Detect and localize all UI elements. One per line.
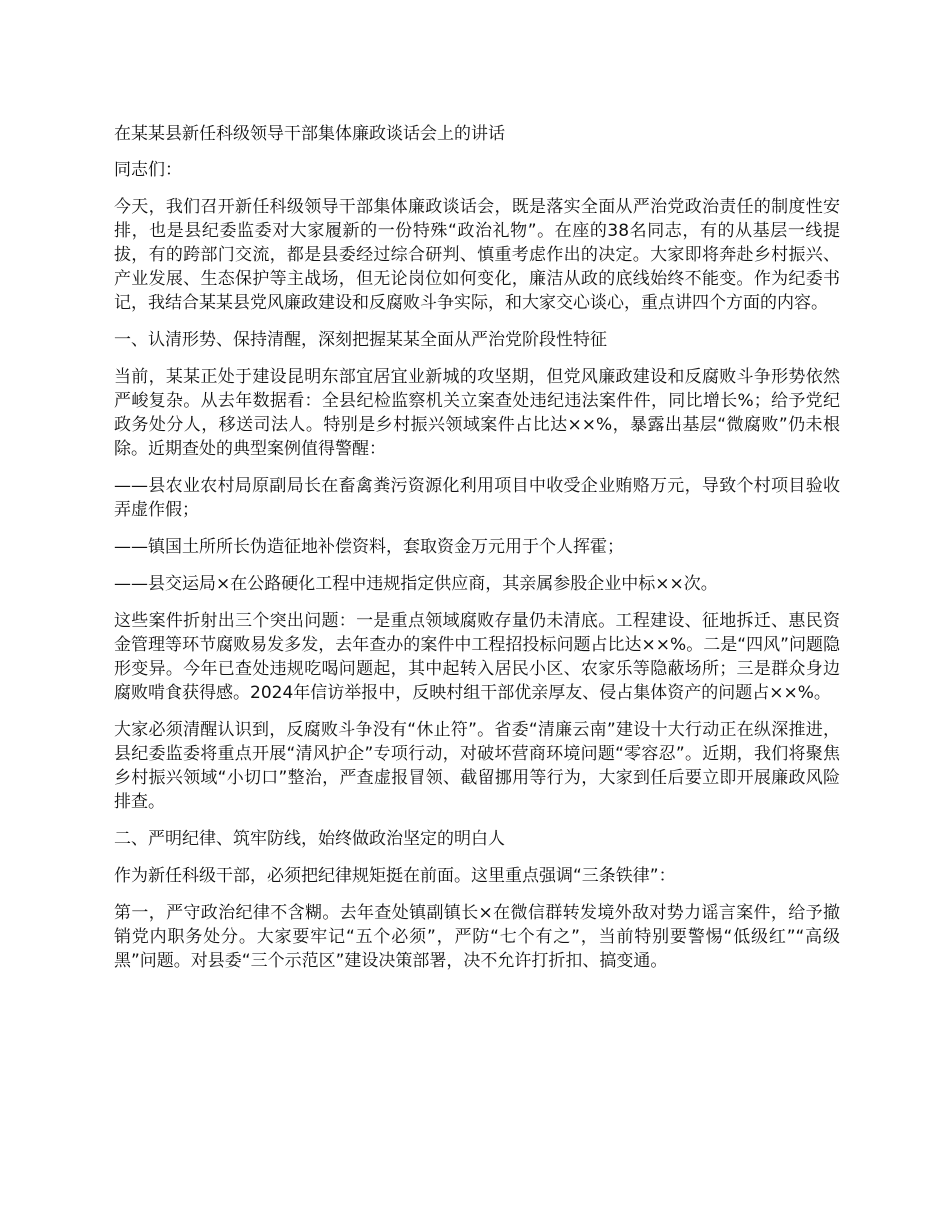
paragraph-intro: 今天，我们召开新任科级领导干部集体廉政谈话会，既是落实全面从严治党政治责任的制度性安排，也是县纪委监委对大家履新的一份特殊“政治礼物”。在座的38名同志，有的从基层一线提拔，有的跨部门交流，都是县委经过综合研判、慎重考虑作出的决定。大家即将奔赴乡村振兴、产业发展、生态保护等主战场，但无论岗位如何变化，廉洁从政的底线始终不能变。作为纪委书记，我结合某某县党风廉政建设和反腐败斗争实际，和大家交心谈心，重点讲四个方面的内容。 [114,197,840,313]
greeting: 同志们： [114,160,182,180]
paragraph-awareness: 大家必须清醒认识到，反腐败斗争没有“休止符”。省委“清廉云南”建设十大行动正在纵深推进，县纪委监委将重点开展“清风护企”专项行动，对破坏营商环境问题“零容忍”。近期，我们将聚焦乡村振兴领域“小切口”整治，严查虚报冒领、截留挪用等行为，大家到任后要立即开展廉政风险排查。 [114,720,840,812]
speech-title: 在某某县新任科级领导干部集体廉政谈话会上的讲话 [114,124,505,144]
section-heading-2: 二、严明纪律、筑牢防线，始终做政治坚定的明白人 [114,829,505,849]
section-heading-1: 一、认清形势、保持清醒，深刻把握某某全面从严治党阶段性特征 [114,330,607,350]
case-item-2: ——镇国土所所长伪造征地补偿资料，套取资金万元用于个人挥霍； [114,537,624,557]
paragraph-rule-1: 第一，严守政治纪律不含糊。去年查处镇副镇长×在微信群转发境外敌对势力谣言案件，给予撤销党内职务处分。大家要牢记“五个必须”，严防“七个有之”，当前特别要警惕“低级红”“高级黑”问题。对县委“三个示范区”建设决策部署，决不允许打折扣、搞变通。 [114,903,840,971]
paragraph-problems: 这些案件折射出三个突出问题：一是重点领域腐败存量仍未清底。工程建设、征地拆迁、惠民资金管理等环节腐败易发多发，去年查办的案件中工程招投标问题占比达××%。二是“四风”问题隐形变异。今年已查处违规吃喝问题起，其中起转入居民小区、农家乐等隐蔽场所；三是群众身边腐败啃食获得感。2024年信访举报中，反映村组干部优亲厚友、侵占集体资产的问题占××%。 [114,611,840,703]
case-item-1: ——县农业农村局原副局长在畜禽粪污资源化利用项目中收受企业贿赂万元，导致个村项目验收弄虚作假； [114,476,840,520]
case-item-3: ——县交运局×在公路硬化工程中违规指定供应商，其亲属参股企业中标××次。 [114,574,718,594]
document-body [114,122,840,986]
paragraph-discipline-intro: 作为新任科级干部，必须把纪律规矩挺在前面。这里重点强调“三条铁律”： [114,866,676,886]
paragraph-situation: 当前，某某正处于建设昆明东部宜居宜业新城的攻坚期，但党风廉政建设和反腐败斗争形势依然严峻复杂。从去年数据看：全县纪检监察机关立案查处违纪违法案件件，同比增长%；给予党纪政务处分人，移送司法人。特别是乡村振兴领域案件占比达××%，暴露出基层“微腐败”仍未根除。近期查处的典型案例值得警醒： [114,367,840,459]
